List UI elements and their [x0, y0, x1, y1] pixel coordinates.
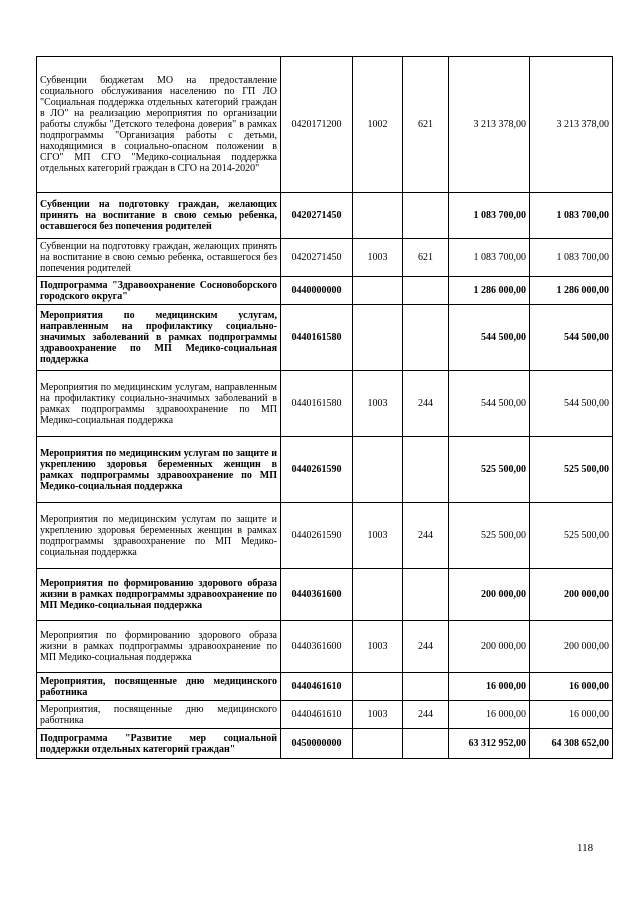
row-section-cell: 1003: [353, 621, 403, 673]
row-code-cell: 0440000000: [281, 277, 353, 305]
row-type-cell: [403, 277, 449, 305]
table-row: [37, 57, 613, 193]
row-amount-2020-cell: 64 308 652,00: [530, 729, 613, 759]
row-amount-2020-cell: 16 000,00: [530, 673, 613, 701]
row-type-cell: 244: [403, 503, 449, 569]
row-section-cell: 1002: [353, 57, 403, 193]
row-name-cell: Мероприятия по медицинским услугам по защите и укреплению здоровья беременных женщин в рамках подпрограммы здравоохранение по МП Медико-социальная поддержка: [37, 437, 281, 503]
row-name-cell: Мероприятия по медицинским услугам, направленным на профилактику социально-значимых заболеваний в рамках подпрограммы здравоохранение по МП Медико-социальная поддержка: [37, 305, 281, 371]
row-code-cell: 0420271450: [281, 193, 353, 239]
row-amount-2019-cell: 544 500,00: [449, 371, 530, 437]
row-code-cell: 0440461610: [281, 673, 353, 701]
row-amount-2019-cell: 525 500,00: [449, 437, 530, 503]
row-name-cell: Субвенции на подготовку граждан, желающих принять на воспитание в свою семью ребенка, оставшегося без попечения родителей: [37, 193, 281, 239]
row-section-cell: 1003: [353, 371, 403, 437]
row-name-cell: Мероприятия, посвященные дню медицинского работника: [37, 701, 281, 729]
row-amount-2020-cell: 544 500,00: [530, 371, 613, 437]
row-code-cell: 0440261590: [281, 437, 353, 503]
row-section-cell: [353, 277, 403, 305]
table-row: [37, 729, 613, 759]
row-code-cell: 0440161580: [281, 371, 353, 437]
row-section-cell: [353, 729, 403, 759]
table-row: [37, 621, 613, 673]
budget-table: [36, 56, 613, 759]
page-number: 118: [577, 842, 594, 854]
table-row: [37, 701, 613, 729]
row-amount-2019-cell: 200 000,00: [449, 569, 530, 621]
row-type-cell: [403, 305, 449, 371]
row-amount-2020-cell: 525 500,00: [530, 503, 613, 569]
row-type-cell: [403, 193, 449, 239]
row-amount-2020-cell: 1 286 000,00: [530, 277, 613, 305]
row-amount-2020-cell: 16 000,00: [530, 701, 613, 729]
row-name-cell: Мероприятия по медицинским услугам по защите и укреплению здоровья беременных женщин в рамках подпрограммы здравоохранение по МП Медико-социальная поддержка: [37, 503, 281, 569]
table-row: [37, 503, 613, 569]
row-name-cell: Мероприятия по медицинским услугам, направленным на профилактику социально-значимых заболеваний в рамках подпрограммы здравоохранение по МП Медико-социальная поддержка: [37, 371, 281, 437]
row-name-cell: Субвенции на подготовку граждан, желающих принять на воспитание в свою семью ребенка, оставшегося без попечения родителей: [37, 239, 281, 277]
row-section-cell: [353, 305, 403, 371]
row-amount-2019-cell: 200 000,00: [449, 621, 530, 673]
row-section-cell: [353, 437, 403, 503]
row-code-cell: 0420171200: [281, 57, 353, 193]
row-type-cell: 244: [403, 371, 449, 437]
table-row: [37, 371, 613, 437]
row-type-cell: 621: [403, 239, 449, 277]
row-amount-2019-cell: 1 083 700,00: [449, 193, 530, 239]
row-name-cell: Субвенции бюджетам МО на предоставление социального обслуживания населению по ГП ЛО "Социальная поддержка отдельных категорий граждан в ЛО" на реализацию мероприятия по организации работы службы "Детского телефона доверия" в рамках подпрограммы "Организация работы с детьми, находящимися в социально-опасном положении в СГО" МП СГО "Медико-социальная поддержка отдельных категорий граждан в СГО на 2014-2020": [37, 57, 281, 193]
row-name-cell: Мероприятия по формированию здорового образа жизни в рамках подпрограммы здравоохранение по МП Медико-социальная поддержка: [37, 621, 281, 673]
row-name-cell: Мероприятия, посвященные дню медицинского работника: [37, 673, 281, 701]
row-section-cell: 1003: [353, 701, 403, 729]
row-amount-2020-cell: 3 213 378,00: [530, 57, 613, 193]
row-code-cell: 0440461610: [281, 701, 353, 729]
row-code-cell: 0440361600: [281, 569, 353, 621]
table-row: [37, 239, 613, 277]
table-row: [37, 569, 613, 621]
row-name-cell: Подпрограмма "Развитие мер социальной поддержки отдельных категорий граждан": [37, 729, 281, 759]
row-section-cell: [353, 193, 403, 239]
table-row: [37, 673, 613, 701]
row-code-cell: 0450000000: [281, 729, 353, 759]
row-type-cell: 244: [403, 621, 449, 673]
row-amount-2020-cell: 1 083 700,00: [530, 193, 613, 239]
row-amount-2019-cell: 1 286 000,00: [449, 277, 530, 305]
row-amount-2019-cell: 3 213 378,00: [449, 57, 530, 193]
row-amount-2019-cell: 544 500,00: [449, 305, 530, 371]
row-section-cell: 1003: [353, 239, 403, 277]
table-row: [37, 193, 613, 239]
row-amount-2020-cell: 1 083 700,00: [530, 239, 613, 277]
row-amount-2019-cell: 16 000,00: [449, 673, 530, 701]
row-type-cell: [403, 673, 449, 701]
table-row: [37, 437, 613, 503]
row-type-cell: 244: [403, 701, 449, 729]
row-amount-2020-cell: 525 500,00: [530, 437, 613, 503]
row-type-cell: [403, 569, 449, 621]
row-name-cell: Мероприятия по формированию здорового образа жизни в рамках подпрограммы здравоохранение по МП Медико-социальная поддержка: [37, 569, 281, 621]
table-row: [37, 277, 613, 305]
row-type-cell: [403, 437, 449, 503]
row-type-cell: 621: [403, 57, 449, 193]
row-amount-2019-cell: 1 083 700,00: [449, 239, 530, 277]
row-name-cell: Подпрограмма "Здравоохранение Сосновоборского городского округа": [37, 277, 281, 305]
table-row: [37, 305, 613, 371]
row-type-cell: [403, 729, 449, 759]
row-amount-2019-cell: 525 500,00: [449, 503, 530, 569]
row-code-cell: 0440161580: [281, 305, 353, 371]
row-section-cell: [353, 673, 403, 701]
row-amount-2019-cell: 16 000,00: [449, 701, 530, 729]
row-section-cell: [353, 569, 403, 621]
row-amount-2020-cell: 200 000,00: [530, 621, 613, 673]
row-amount-2020-cell: 544 500,00: [530, 305, 613, 371]
row-section-cell: 1003: [353, 503, 403, 569]
row-code-cell: 0420271450: [281, 239, 353, 277]
row-code-cell: 0440261590: [281, 503, 353, 569]
row-amount-2020-cell: 200 000,00: [530, 569, 613, 621]
row-amount-2019-cell: 63 312 952,00: [449, 729, 530, 759]
row-code-cell: 0440361600: [281, 621, 353, 673]
